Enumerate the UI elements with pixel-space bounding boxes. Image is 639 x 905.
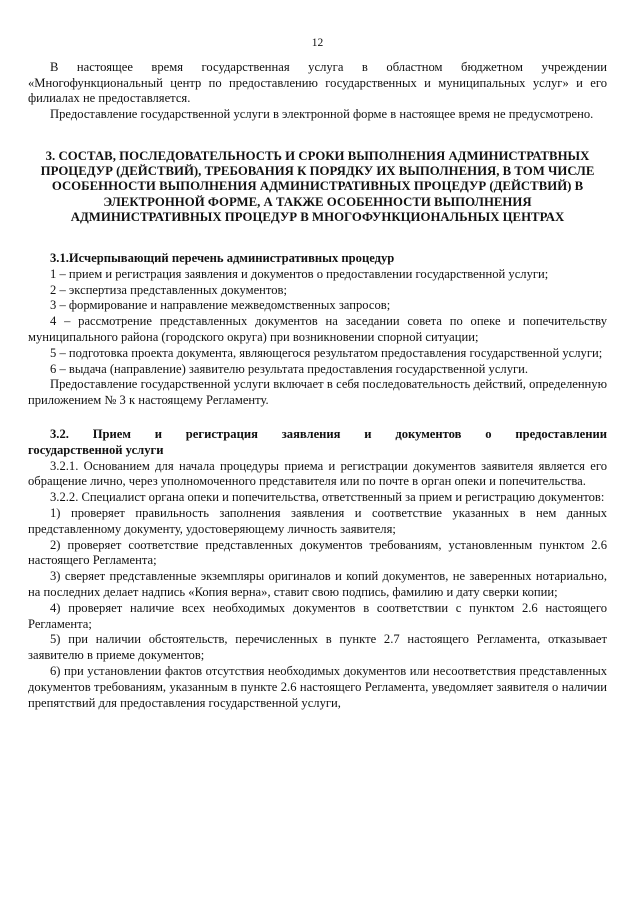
section-3-2-title-line-1: 3.2. Прием и регистрация заявления и документов о предоставлении <box>50 426 607 441</box>
procedure-item-2: 2 – экспертиза представленных документов; <box>50 282 288 297</box>
specialist-action-4: 4) проверяет наличие всех необходимых документов в соответствии с пунктом 2.6 настоящего Регламента; <box>28 600 607 631</box>
specialist-action-2: 2) проверяет соответствие представленных документов требованиям, установленным пунктом 2.6 настоящего Регламента; <box>28 537 607 568</box>
procedure-item-4: 4 – рассмотрение представленных документов на заседании совета по опеке и попечительству муниципального района (городского округа) при возникновении спорной ситуации; <box>28 314 607 344</box>
intro-paragraph-1: В настоящее время государственная услуга в областном бюджетном учреждении «Многофункциональный центр по предоставлению государственных и муниципальных услуг» и его филиалах не предоставляется. <box>28 59 607 106</box>
specialist-action-1: 1) проверяет правильность заполнения заявления и соответствие указанных в нем данных представленному документу, удостоверяющему личность заявителя; <box>28 505 607 536</box>
paragraph-3-2-1: 3.2.1. Основанием для начала процедуры приема и регистрации документов заявителя является его обращение лично, через уполномоченного представителя или по почте в орган опеки и попечительства. <box>28 458 607 489</box>
procedure-item-5: 5 – подготовка проекта документа, являющегося результатом предоставления государственной услуги; <box>50 345 603 360</box>
specialist-action-3: 3) сверяет представленные экземпляры оригиналов и копий документов, не заверенных нотариально, на последних делает надпись «Копия верна», ставит свою подпись, фамилию и дату сверки копии; <box>28 569 607 599</box>
paragraph-3-2-2: 3.2.2. Специалист органа опеки и попечительства, ответственный за прием и регистрацию документов: <box>50 490 605 505</box>
section-3-1-title: 3.1.Исчерпывающий перечень административных процедур <box>50 251 395 265</box>
specialist-action-5: 5) при наличии обстоятельств, перечисленных в пункте 2.7 настоящего Регламента, отказывает заявителю в приеме документов; <box>28 632 607 663</box>
section-3-1-closing: Предоставление государственной услуги включает в себя последовательность действий, определенную приложением № 3 к настоящему Регламенту. <box>28 377 607 408</box>
specialist-action-6: 6) при установлении фактов отсутствия необходимых документов или несоответствия представленных документов требованиям, указанным в пункте 2.6 настоящего Регламента, уведомляет заявителя о наличии препятствий для предоставления государственной услуги, <box>28 663 607 710</box>
section-3-2-title-line-2: государственной услуги <box>28 442 164 457</box>
procedure-item-1: 1 – прием и регистрация заявления и документов о предоставлении государственной услуги; <box>50 266 549 281</box>
page-number: 12 <box>311 37 324 49</box>
procedure-item-6: 6 – выдача (направление) заявителю результата предоставления государственной услуги. <box>50 361 529 376</box>
procedure-item-3: 3 – формирование и направление межведомственных запросов; <box>50 298 391 313</box>
intro-paragraph-2: Предоставление государственной услуги в электронной форме в настоящее время не предусмотрено. <box>50 107 594 122</box>
section-heading: 3. СОСТАВ, ПОСЛЕДОВАТЕЛЬНОСТЬ И СРОКИ ВЫПОЛНЕНИЯ АДМИНИСТРАТВНЫХ ПРОЦЕДУР (ДЕЙСТВИЙ), ТРЕБОВАНИЯ К ПОРЯДКУ ИХ ВЫПОЛНЕНИЯ, В ТОМ ЧИСЛЕ ОСОБЕННОСТИ ВЫПОЛНЕНИЯ АДМИНИСТРАТИВНЫХ ПРОЦЕДУР (ДЕЙСТВИЙ) В ЭЛЕКТРОННОЙ ФОРМЕ, А ТАКЖЕ ОСОБЕННОСТИ ВЫПОЛНЕНИЯ АДМИНИСТРАТИВНЫХ ПРОЦЕДУР В МНОГОФУНКЦИОНАЛЬНЫХ ЦЕНТРАХ <box>40 148 595 224</box>
